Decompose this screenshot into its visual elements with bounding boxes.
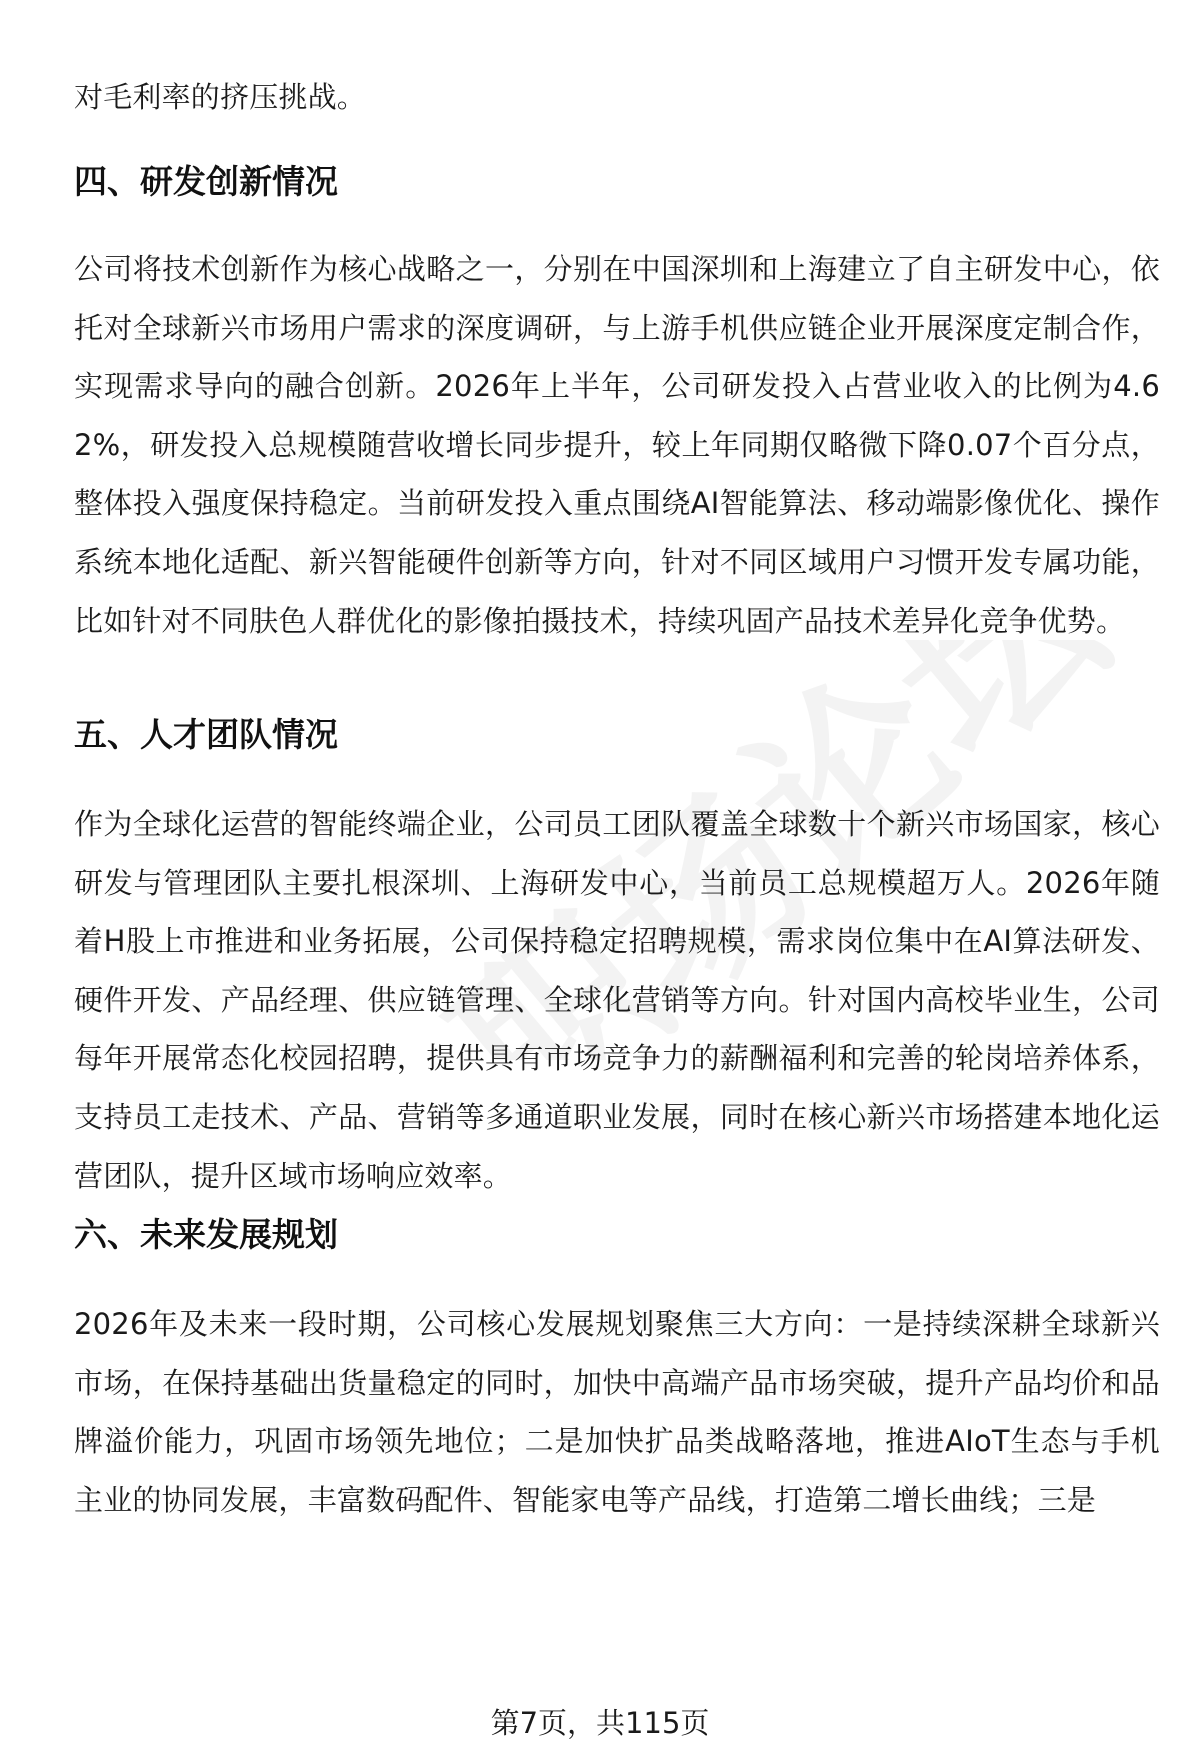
section-paragraph-talent: 作为全球化运营的智能终端企业，公司员工团队覆盖全球数十个新兴市场国家，核心研发与管理团队主要扎根深圳、上海研发中心，当前员工总规模超万人。2026年随着H股上市推进和业务拓展，公司保持稳定招聘规模，需求岗位集中在AI算法研发、硬件开发、产品经理、供应链管理、全球化营销等方向。针对国内高校毕业生，公司每年开展常态化校园招聘，提供具有市场竞争力的薪酬福利和完善的轮岗培养体系，支持员工走技术、产品、营销等多通道职业发展，同时在核心新兴市场搭建本地化运营团队，提升区域市场响应效率。: [74, 807, 1160, 1193]
section-heading-talent: 五、人才团队情况: [74, 715, 338, 754]
page-number-footer: 第7页，共115页: [490, 1706, 710, 1740]
section-heading-rd: 四、研发创新情况: [74, 162, 338, 201]
section-paragraph-plan: 2026年及未来一段时期，公司核心发展规划聚焦三大方向：一是持续深耕全球新兴市场，在保持基础出货量稳定的同时，加快中高端产品市场突破，提升产品均价和品牌溢价能力，巩固市场领先地位；二是加快扩品类战略落地，推进AIoT生态与手机主业的协同发展，丰富数码配件、智能家电等产品线，打造第二增长曲线；三是: [74, 1307, 1160, 1517]
intro-paragraph-tail: 对毛利率的挤压挑战。: [74, 80, 367, 114]
section-paragraph-rd: 公司将技术创新作为核心战略之一，分别在中国深圳和上海建立了自主研发中心，依托对全球新兴市场用户需求的深度调研，与上游手机供应链企业开展深度定制合作，实现需求导向的融合创新。2026年上半年，公司研发投入占营业收入的比例为4.62%，研发投入总规模随营收增长同步提升，较上年同期仅略微下降0.07个百分点，整体投入强度保持稳定。当前研发投入重点围绕AI智能算法、移动端影像优化、操作系统本地化适配、新兴智能硬件创新等方向，针对不同区域用户习惯开发专属功能，比如针对不同肤色人群优化的影像拍摄技术，持续巩固产品技术差异化竞争优势。: [74, 252, 1160, 638]
section-heading-plan: 六、未来发展规划: [74, 1215, 338, 1254]
